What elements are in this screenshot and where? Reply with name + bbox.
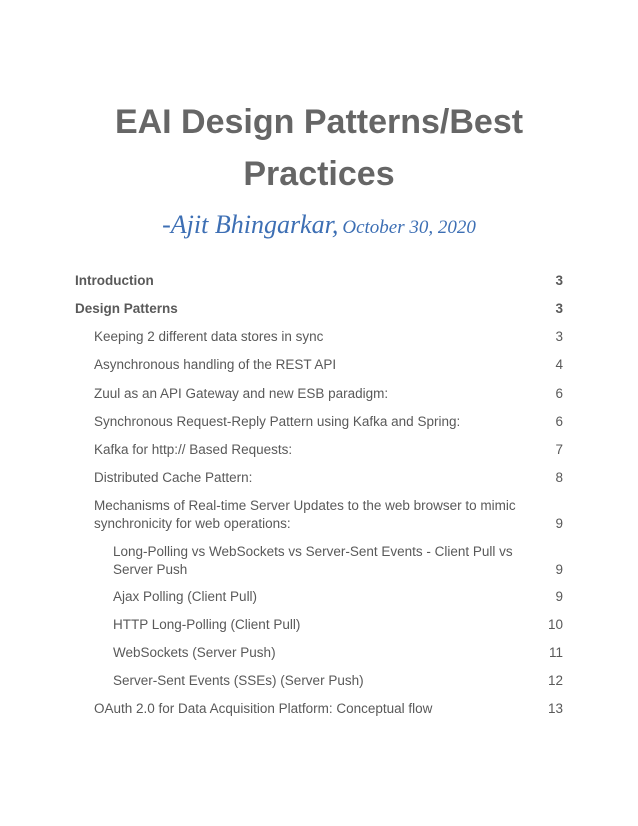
toc-entry-page: 3 [555, 329, 563, 344]
toc-entry-page: 10 [547, 617, 563, 632]
toc-entry-page: 9 [555, 589, 563, 604]
toc-entry-label: Synchronous Request-Reply Pattern using Kafka and Spring: [94, 414, 461, 429]
toc-entry-label: Mechanisms of Real-time Server Updates to the web browser to mimic synchronicity for web operations: [94, 498, 516, 531]
toc-entry-label: HTTP Long-Polling (Client Pull) [113, 617, 301, 632]
toc-entry-label: Zuul as an API Gateway and new ESB paradigm: [94, 386, 389, 401]
toc-entry-page: 9 [555, 562, 563, 577]
toc-entry-label: Distributed Cache Pattern: [94, 470, 253, 485]
toc-entry-page: 8 [555, 470, 563, 485]
toc-entry-page: 6 [555, 386, 563, 401]
toc-entry-page: 13 [547, 701, 563, 716]
document-title-line-2: Practices [243, 155, 395, 193]
toc-entry-page: 3 [555, 273, 563, 288]
toc-entry-label: Asynchronous handling of the REST API [94, 357, 337, 372]
document-date: October 30, 2020 [342, 217, 476, 238]
author-line [0, 210, 638, 240]
toc-entry-page: 12 [547, 673, 563, 688]
toc-entry-label: WebSockets (Server Push) [113, 645, 276, 660]
toc-entry-label: Kafka for http:// Based Requests: [94, 442, 293, 457]
toc-entry-label: Introduction [75, 273, 154, 288]
toc-entry-page: 4 [555, 357, 563, 372]
toc-entry-label: OAuth 2.0 for Data Acquisition Platform: Conceptual flow [94, 701, 433, 716]
toc-entry-label: Keeping 2 different data stores in sync [94, 329, 324, 344]
toc-entry-label: Long-Polling vs WebSockets vs Server-Sent Events - Client Pull vs Server Push [113, 544, 513, 577]
toc-entry-page: 6 [555, 414, 563, 429]
author-name: -Ajit Bhingarkar, [162, 210, 339, 239]
toc-entry-label: Ajax Polling (Client Pull) [113, 589, 258, 604]
document-title-line-1: EAI Design Patterns/Best [114, 103, 524, 141]
toc-entry-page: 3 [555, 301, 563, 316]
toc-entry-page: 11 [548, 645, 563, 660]
toc-entry-page: 9 [555, 516, 563, 531]
toc-entry-label: Design Patterns [75, 301, 178, 316]
toc-entry-label: Server-Sent Events (SSEs) (Server Push) [113, 673, 364, 688]
toc-entry-page: 7 [555, 442, 563, 457]
